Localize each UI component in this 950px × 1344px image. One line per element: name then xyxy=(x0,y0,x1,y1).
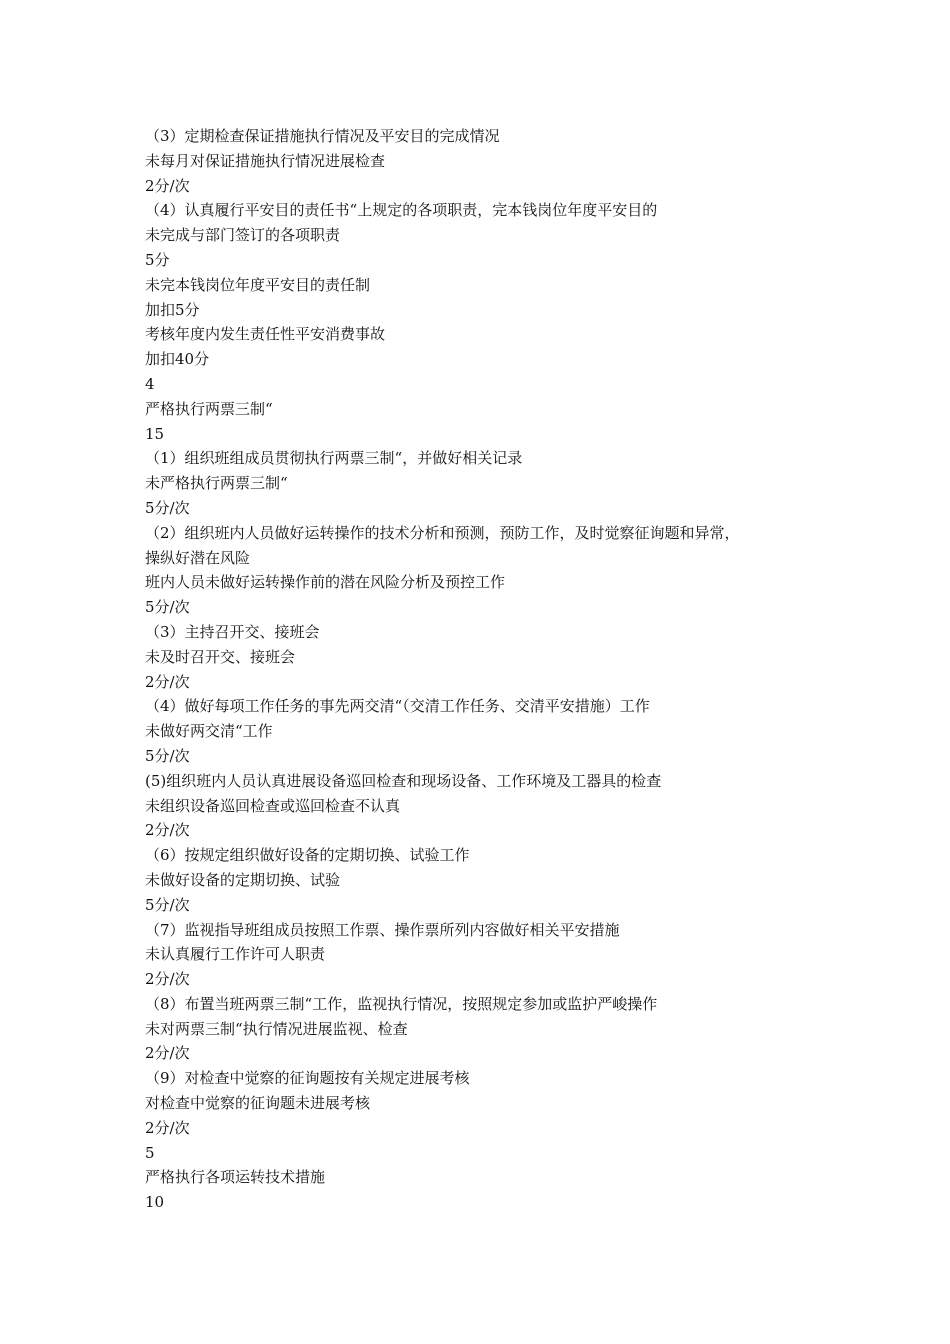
section-title: 严格执行两票三制“ xyxy=(145,399,273,418)
text-line: (5)组织班内人员认真进展设备巡回检查和现场设备、工作环境及工器具的检查 xyxy=(145,771,662,790)
text-line: 2分/次 xyxy=(145,821,190,840)
text-line: （2）组织班内人员做好运转操作的技术分析和预测，预防工作，及时觉察征询题和异常， xyxy=(145,523,740,542)
section-number: 5 xyxy=(145,1143,155,1162)
text-line: 未完本钱岗位年度平安目的责任制 xyxy=(145,275,371,294)
section-score: 10 xyxy=(145,1193,165,1212)
text-line: 未认真履行工作许可人职责 xyxy=(145,945,326,964)
section-score: 15 xyxy=(145,424,165,443)
text-line: 未做好设备的定期切换、试验 xyxy=(145,870,341,889)
text-line: 2分/次 xyxy=(145,176,190,195)
text-line: （3）定期检查保证措施执行情况及平安目的完成情况 xyxy=(145,127,500,145)
text-line: 未组织设备巡回检查或巡回检查不认真 xyxy=(145,796,401,815)
text-line: 5分/次 xyxy=(145,895,190,914)
text-line: 5分 xyxy=(145,250,170,269)
text-line: 未做好两交清“工作 xyxy=(145,722,273,741)
text-line: 2分/次 xyxy=(145,1118,190,1137)
text-line: （4）做好每项工作任务的事先两交清“（交清工作任务、交清平安措施）工作 xyxy=(145,697,650,716)
document-body xyxy=(145,124,845,1215)
text-line: 班内人员未做好运转操作前的潜在风险分析及预控工作 xyxy=(145,573,506,592)
text-line: 未对两票三制“执行情况进展监视、检查 xyxy=(145,1019,408,1038)
text-line: 未完成与部门签订的各项职责 xyxy=(145,226,341,245)
text-line: 未及时召开交、接班会 xyxy=(145,647,296,666)
text-line: （9）对检查中觉察的征询题按有关规定进展考核 xyxy=(145,1069,470,1088)
text-line: （8）布置当班两票三制“工作，监视执行情况，按照规定参加或监护严峻操作 xyxy=(145,994,658,1013)
text-line: 5分/次 xyxy=(145,746,190,765)
text-line: 操纵好潜在风险 xyxy=(145,548,251,567)
text-line: 5分/次 xyxy=(145,498,190,517)
text-line: 考核年度内发生责任性平安消费事故 xyxy=(145,325,386,344)
text-line: （7）监视指导班组成员按照工作票、操作票所列内容做好相关平安措施 xyxy=(145,920,620,939)
text-line: 5分/次 xyxy=(145,598,190,617)
text-line: 2分/次 xyxy=(145,1044,190,1063)
text-line: （1）组织班组成员贯彻执行两票三制“，并做好相关记录 xyxy=(145,449,523,468)
text-line: （3）主持召开交、接班会 xyxy=(145,622,320,641)
text-line: 2分/次 xyxy=(145,672,190,691)
section-title: 严格执行各项运转技术措施 xyxy=(145,1168,326,1187)
text-line: 2分/次 xyxy=(145,970,190,989)
text-line: 对检查中觉察的征询题未进展考核 xyxy=(145,1094,371,1113)
section-number: 4 xyxy=(145,374,155,393)
text-line: （6）按规定组织做好设备的定期切换、试验工作 xyxy=(145,846,470,865)
text-line: 未每月对保证措施执行情况进展检查 xyxy=(145,151,386,170)
text-line: 未严格执行两票三制“ xyxy=(145,474,288,493)
text-line: （4）认真履行平安目的责任书“上规定的各项职责，完本钱岗位年度平安目的 xyxy=(145,201,658,220)
text-line: 加扣40分 xyxy=(145,350,210,369)
text-line: 加扣5分 xyxy=(145,300,200,319)
